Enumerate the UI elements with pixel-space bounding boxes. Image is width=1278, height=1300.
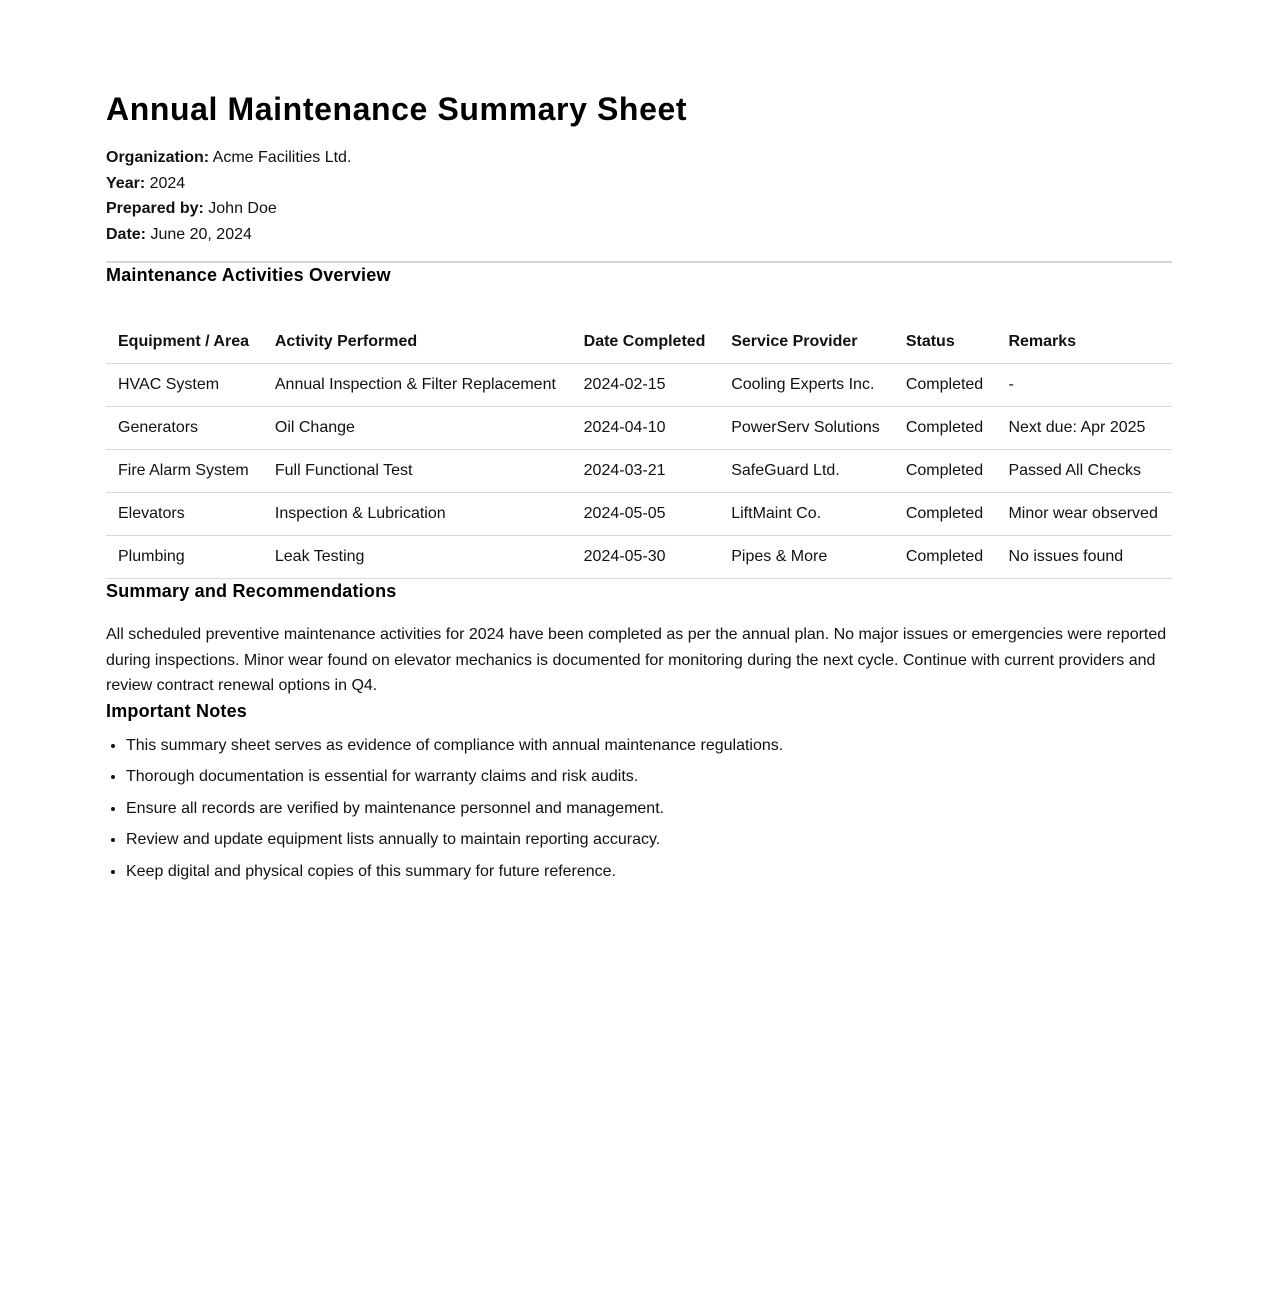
cell-provider: LiftMaint Co. (719, 493, 894, 536)
cell-activity: Inspection & Lubrication (263, 493, 572, 536)
cell-status: Completed (894, 364, 997, 407)
activities-table (106, 321, 1172, 579)
cell-remarks: Passed All Checks (996, 450, 1172, 493)
meta-year-label: Year: (106, 174, 146, 192)
notes-heading: Important Notes (106, 700, 248, 721)
table-row (106, 364, 1172, 407)
meta-date-value: June 20, 2024 (150, 225, 252, 243)
document-title: Annual Maintenance Summary Sheet (106, 91, 688, 127)
meta-prepared-by-value: John Doe (208, 200, 277, 217)
document-page (106, 0, 1172, 882)
cell-activity: Annual Inspection & Filter Replacement (263, 364, 572, 407)
list-item: • Keep digital and physical copies of this summary for future reference. (126, 862, 1172, 882)
meta-year (106, 171, 1172, 197)
document-meta (106, 145, 1172, 247)
cell-date: 2024-04-10 (572, 407, 720, 450)
cell-remarks: - (996, 364, 1172, 407)
cell-remarks: Next due: Apr 2025 (996, 407, 1172, 450)
meta-organization (106, 145, 1172, 171)
column-header: Remarks (996, 321, 1172, 364)
cell-remarks: No issues found (996, 536, 1172, 579)
cell-activity: Oil Change (263, 407, 572, 450)
table-row (106, 407, 1172, 450)
cell-provider: SafeGuard Ltd. (719, 450, 894, 493)
table-row (106, 450, 1172, 493)
cell-equipment: HVAC System (106, 364, 263, 407)
meta-date (106, 222, 1172, 248)
column-header: Activity Performed (263, 321, 572, 364)
column-header: Equipment / Area (106, 321, 263, 364)
meta-date-label: Date: (106, 225, 147, 243)
notes-list (106, 736, 1172, 882)
cell-equipment: Generators (106, 407, 263, 450)
cell-date: 2024-02-15 (572, 364, 720, 407)
table-row (106, 493, 1172, 536)
cell-activity: Leak Testing (263, 536, 572, 579)
column-header: Service Provider (719, 321, 894, 364)
column-header: Status (894, 321, 997, 364)
cell-status: Completed (894, 536, 997, 579)
list-item: • Ensure all records are verified by maintenance personnel and management. (126, 799, 1172, 819)
cell-provider: PowerServ Solutions (719, 407, 894, 450)
meta-organization-value: Acme Facilities Ltd. (212, 149, 352, 166)
cell-status: Completed (894, 407, 997, 450)
list-item: • Review and update equipment lists annually to maintain reporting accuracy. (126, 830, 1172, 850)
summary-heading: Summary and Recommendations (106, 581, 397, 601)
overview-heading: Maintenance Activities Overview (106, 265, 391, 285)
cell-equipment: Plumbing (106, 536, 263, 579)
cell-activity: Full Functional Test (263, 450, 572, 493)
table-row (106, 536, 1172, 579)
cell-date: 2024-05-05 (572, 493, 720, 536)
meta-year-value: 2024 (149, 174, 186, 192)
cell-status: Completed (894, 493, 997, 536)
meta-organization-label: Organization: (106, 149, 210, 166)
meta-prepared-by-label: Prepared by: (106, 200, 204, 217)
cell-provider: Cooling Experts Inc. (719, 364, 894, 407)
cell-status: Completed (894, 450, 997, 493)
cell-equipment: Fire Alarm System (106, 450, 263, 493)
list-item: • Thorough documentation is essential for warranty claims and risk audits. (126, 767, 1172, 787)
cell-date: 2024-05-30 (572, 536, 720, 579)
summary-paragraph: All scheduled preventive maintenance activities for 2024 have been completed as per the annual plan. No major issues or emergencies were reported during inspections. Minor wear found on elevator mechanics is documented for monitoring during the next cycle. Continue with current providers and review contract renewal options in Q4. (106, 626, 1167, 694)
cell-date: 2024-03-21 (572, 450, 720, 493)
table-header-row (106, 321, 1172, 364)
list-item: • This summary sheet serves as evidence of compliance with annual maintenance regulations. (126, 736, 1172, 756)
column-header: Date Completed (572, 321, 720, 364)
cell-remarks: Minor wear observed (996, 493, 1172, 536)
meta-prepared-by (106, 196, 1172, 222)
cell-equipment: Elevators (106, 493, 263, 536)
cell-provider: Pipes & More (719, 536, 894, 579)
